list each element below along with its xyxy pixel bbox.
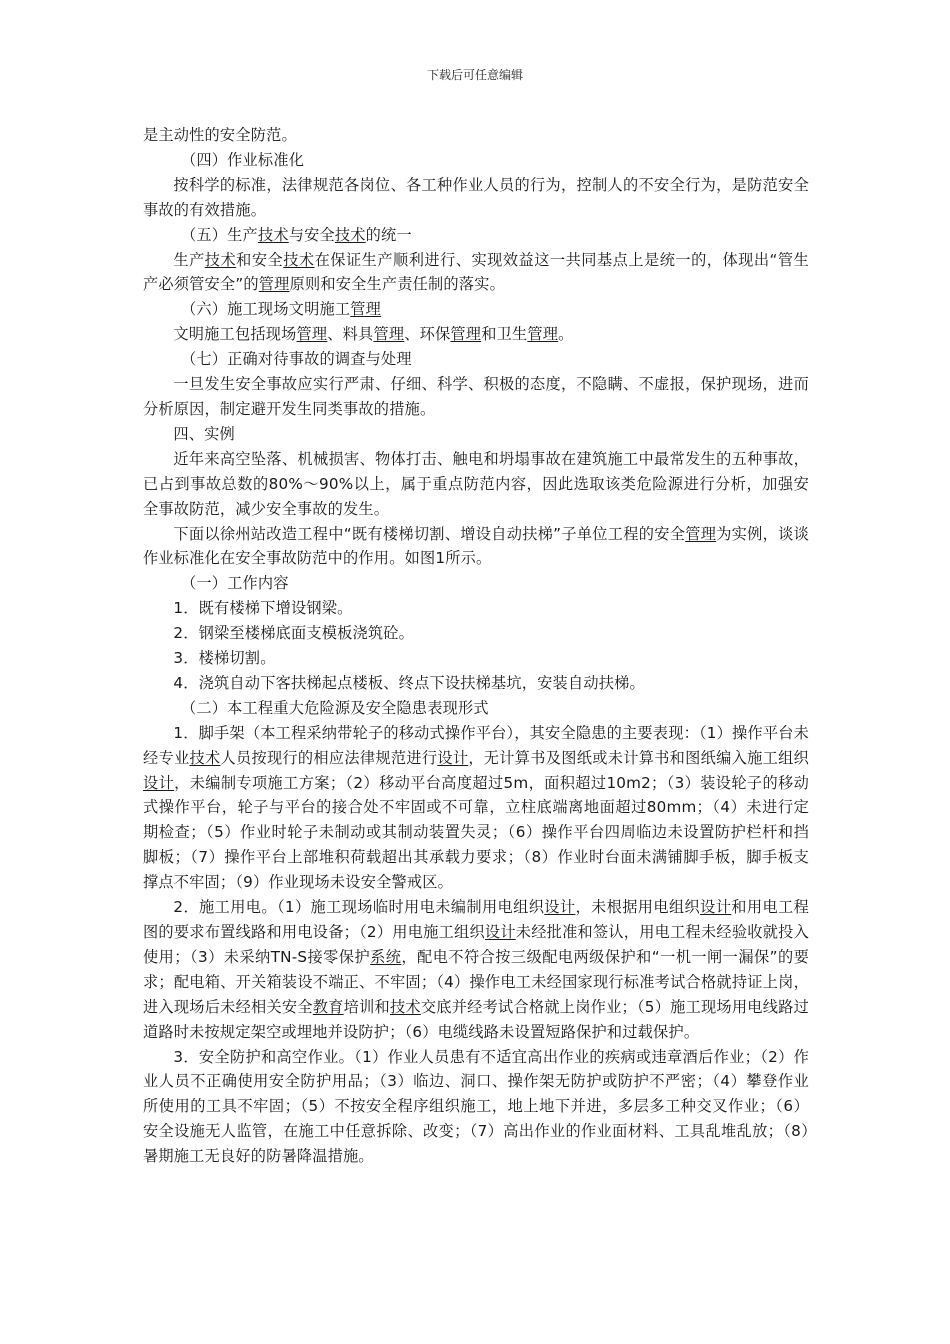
paragraph: 3．安全防护和高空作业。（1）作业人员患有不适宜高出作业的疾病或违章酒后作业；（2）作业人员不正确使用安全防护用品；（3）临边、洞口、操作架无防护或防护不严密；（4）攀登作业所使用的工具不牢固；（5）不按安全程序组织施工，地上地下并进，多层多工种交叉作业；（6）安全设施无人监管，在施工中任意拆除、改变；（7）高出作业的作业面材料、工具乱堆乱放；（8）暑期施工无良好的防暑降温措施。 [143, 1047, 809, 1166]
paragraph: 近年来高空坠落、机械损害、物体打击、触电和坍塌事故在建筑施工中最常发生的五种事故，已占到事故总数的80%～90%以上，属于重点防范内容，因此选取该类危险源进行分析，加强安全事故防范，减少安全事故的发生。 [143, 449, 809, 518]
paragraph: 按科学的标准，法律规范各岗位、各工种作业人员的行为，控制人的不安全行为，是防范安全事故的有效措施。 [143, 175, 809, 219]
section-heading: （一）工作内容 [181, 574, 289, 593]
paragraph: 1．脚手架（本工程采纳带轮子的移动式操作平台），其安全隐患的主要表现：（1）操作平台未经专业技术人员按现行的相应法律规范进行设计，无计算书及图纸或未计算书和图纸编入施工组织设计，未编制专项施工方案；（2）移动平台高度超过5m，面积超过10m2；（3）装设轮子的移动式操作平台，轮子与平台的接合处不牢固或不可靠，立柱底端离地面超过80mm；（4）未进行定期检查；（5）作业时轮子未制动或其制动装置失灵；（6）操作平台四周临边未设置防护栏杆和挡脚板；（7）操作平台上部堆积荷载超出其承载力要求；（8）作业时台面未满铺脚手板，脚手板支撑点不牢固；（9）作业现场未设安全警戒区。 [143, 723, 809, 892]
section-heading: （五）生产技术与安全技术的统一 [181, 225, 412, 244]
underlined-term: 技术 [389, 997, 421, 1016]
underlined-term: 设计 [544, 898, 576, 917]
paragraph: 文明施工包括现场管理、料具管理、环保管理和卫生管理。 [173, 325, 574, 344]
paragraph: 下面以徐州站改造工程中“既有楼梯切割、增设自动扶梯”子单位工程的安全管理为实例，谈谈作业标准化在安全事故防范中的作用。如图1所示。 [143, 524, 809, 568]
underlined-term: 技术 [257, 225, 289, 244]
underlined-term: 教育 [312, 997, 344, 1016]
underlined-term: 设计 [437, 748, 469, 767]
underlined-term: 技术 [334, 225, 366, 244]
list-item: 1．既有楼梯下增设钢梁。 [173, 599, 353, 618]
section-heading: （二）本工程重大危险源及安全隐患表现形式 [181, 698, 489, 717]
underlined-term: 管理 [527, 325, 559, 344]
section-heading: （四）作业标准化 [181, 150, 305, 169]
underlined-term: 技术 [204, 250, 237, 269]
underlined-term: 管理 [450, 325, 482, 344]
underlined-term: 设计 [484, 923, 516, 941]
underlined-term: 设计 [143, 773, 175, 792]
underlined-term: 系统 [370, 947, 402, 966]
underlined-term: 管理 [373, 325, 405, 344]
underlined-term: 技术 [189, 748, 221, 767]
paragraph: 生产技术和安全技术在保证生产顺利进行、实现效益这一共同基点上是统一的，体现出“管生产必须管安全”的管理原则和安全生产责任制的落实。 [143, 250, 809, 294]
list-item: 3．楼梯切割。 [173, 649, 276, 668]
section-heading: （七）正确对待事故的调查与处理 [181, 350, 412, 369]
list-item: 2．钢梁至楼梯底面支模板浇筑砼。 [173, 624, 415, 643]
underlined-term: 管理 [296, 325, 328, 344]
section-heading: （六）施工现场文明施工管理 [181, 300, 382, 319]
document-body [143, 123, 809, 1169]
page-header: 下载后可任意编辑 [426, 68, 523, 82]
underlined-term: 技术 [283, 250, 315, 269]
paragraph-continued: 是主动性的安全防范。 [143, 126, 297, 144]
paragraph: 一旦发生安全事故应实行严肃、仔细、科学、积极的态度，不隐瞒、不虚报，保护现场，进而分析原因，制定避开发生同类事故的措施。 [143, 375, 809, 418]
chapter-heading: 四、实例 [173, 424, 235, 443]
paragraph: 2．施工用电。（1）施工现场临时用电未编制用电组织设计，未根据用电组织设计和用电工程图的要求布置线路和用电设备；（2）用电施工组织设计未经批准和签认，用电工程未经验收就投入使用；（3）未采纳TN-S接零保护系统，配电不符合按三级配电两级保护和“一机一闸一漏保”的要求；配电箱、开关箱装设不端正、不牢固；（4）操作电工未经国家现行标准考试合格就持证上岗，进入现场后未经相关安全教育培训和技术交底并经考试合格就上岗作业；（5）施工现场用电线路过道路时未按规定架空或埋地并设防护；（6）电缆线路未设置短路保护和过载保护。 [143, 898, 809, 1041]
underlined-term: 管理 [258, 275, 290, 294]
list-item: 4．浇筑自动下客扶梯起点楼板、终点下设扶梯基坑，安装自动扶梯。 [173, 673, 645, 692]
underlined-term: 管理 [685, 524, 717, 543]
underlined-term: 设计 [700, 898, 732, 917]
underlined-term: 管理 [350, 300, 382, 319]
